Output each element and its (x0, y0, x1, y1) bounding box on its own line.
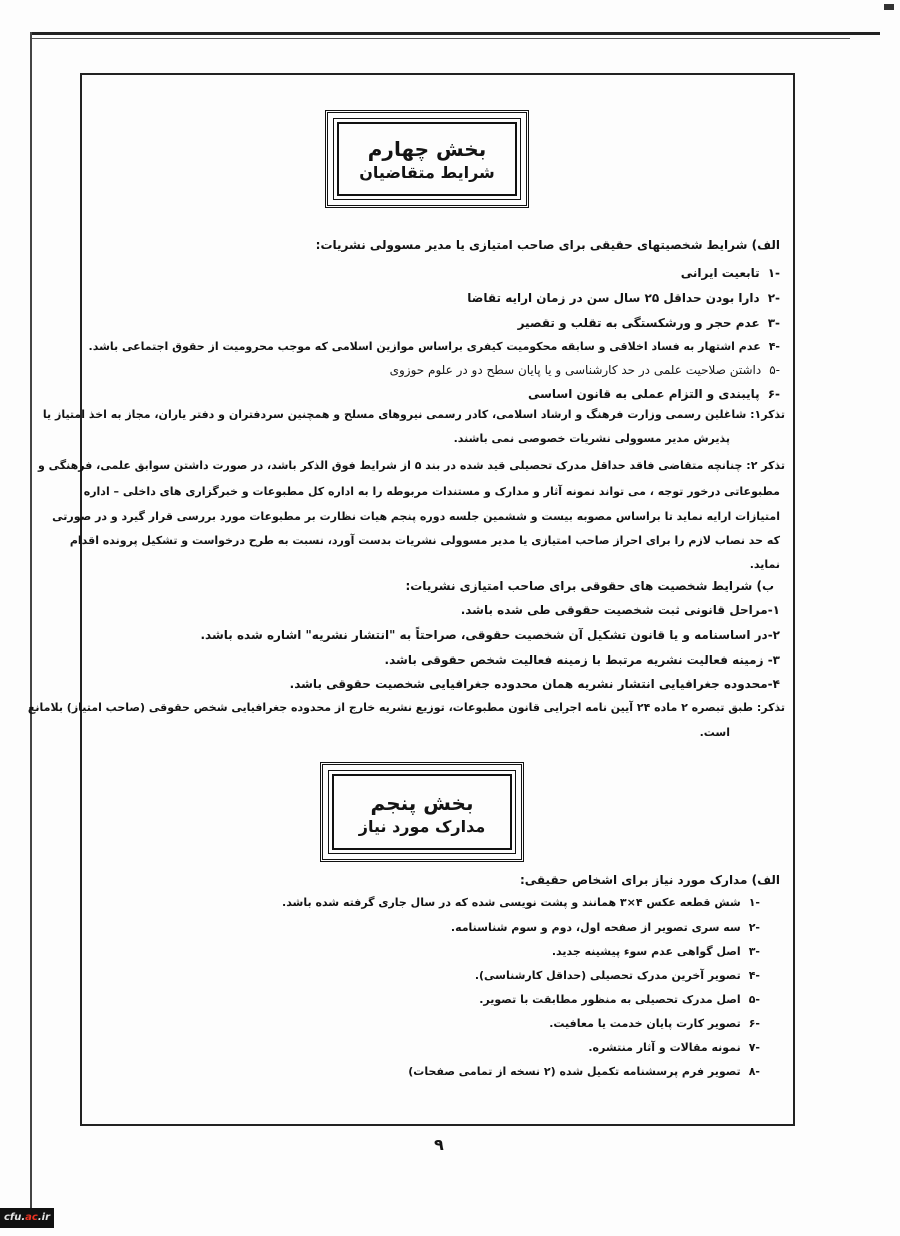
page-left-rule (30, 32, 32, 1212)
note-2-line: نماید. (749, 558, 780, 571)
note-3-line: تذکر: طبق تبصره ۲ ماده ۲۴ آیین نامه اجرایی قانون مطبوعات، توزیع نشریه خارج از محدوده جغرافیایی شخص حقوقی (صاحب امتیاز) بلامانع (27, 701, 785, 714)
note-3-line: است. (699, 726, 730, 739)
note-2-line: امتیازات ارایه نماید تا براساس مصوبه بیست و ششمین جلسه دوره پنجم هیات نظارت بر مطبوعات مورد بررسی قرار گیرد و در صورتی (52, 510, 780, 523)
corner-mark (884, 4, 894, 10)
list-item: -۱تابعیت ایرانی (680, 266, 780, 280)
watermark-logo: cfu.ac.ir (0, 1208, 54, 1228)
list-item: -۸تصویر فرم پرسشنامه تکمیل شده (۲ نسخه از تمامی صفحات) (408, 1065, 760, 1078)
list-item: ۱-مراحل قانونی ثبت شخصیت حقوقی طی شده باشد. (460, 603, 780, 617)
list-item: -۵داشتن صلاحیت علمی در حد کارشناسی و یا پایان سطح دو در علوم حوزوی (389, 363, 780, 377)
note-1-line: تذکر۱: شاغلین رسمی وزارت فرهنگ و ارشاد اسلامی، کادر رسمی نیروهای مسلح و همچنین سردفتران و دفتر یاران، مجاز به اخذ امتیاز یا (42, 408, 785, 421)
note-1-line: پذیرش مدیر مسوولی نشریات خصوصی نمی باشند. (453, 432, 730, 445)
list-item: -۳اصل گواهی عدم سوء پیشینه جدید. (551, 945, 760, 958)
section4-title: بخش چهارم (367, 137, 487, 161)
section5-subtitle: مدارک مورد نیاز (358, 817, 486, 836)
section4-b-heading: ب) شرایط شخصیت های حقوقی برای صاحب امتیازی نشریات: (405, 579, 774, 593)
list-item: -۱شش قطعه عکس ۴×۳ همانند و پشت نویسی شده که در سال جاری گرفته شده باشد. (282, 896, 760, 909)
list-item: -۲سه سری تصویر از صفحه اول، دوم و سوم شناسنامه. (450, 921, 760, 934)
list-item: -۶پایبندی و التزام عملی به قانون اساسی (527, 387, 780, 401)
list-item: -۷نمونه مقالات و آثار منتشره. (588, 1041, 760, 1054)
note-2-line: که حد نصاب لازم را برای احراز صاحب امتیازی یا مدیر مسوولی نشریات بدست آورد، نسبت به طرح درخواست و تشکیل پرونده اقدام (69, 534, 780, 547)
list-item: -۳عدم حجر و ورشکستگی به تقلب و تقصیر (517, 316, 780, 330)
section5-title: بخش پنجم (370, 791, 474, 815)
section5-title-box (320, 762, 524, 862)
list-item: ۲-در اساسنامه و یا قانون تشکیل آن شخصیت حقوقی، صراحتاً به "انتشار نشریه" اشاره شده باشد. (200, 628, 780, 642)
note-2-line: تذکر ۲: چنانچه متقاضی فاقد حداقل مدرک تحصیلی قید شده در بند ۵ از شرایط فوق الذکر باشد، در صورت داشتن سوابق علمی، فرهنگی و (37, 459, 785, 472)
section5-a-heading: الف) مدارک مورد نیاز برای اشخاص حقیقی: (519, 873, 780, 887)
section4-a-heading: الف) شرایط شخصیتهای حقیقی برای صاحب امتیازی یا مدیر مسوولی نشریات: (315, 238, 780, 252)
section4-subtitle: شرایط متقاضیان (359, 163, 495, 182)
page-top-rule (30, 32, 880, 35)
list-item: -۲دارا بودن حداقل ۲۵ سال سن در زمان ارایه تقاضا (467, 291, 780, 305)
list-item: -۴عدم اشتهار به فساد اخلاقی و سابقه محکومیت کیفری براساس موازین اسلامی که موجب محرومیت از حقوق اجتماعی باشد. (88, 340, 780, 353)
list-item: ۴-محدوده جغرافیایی انتشار نشریه همان محدوده جغرافیایی شخصیت حقوقی باشد. (289, 677, 780, 691)
list-item: -۵اصل مدرک تحصیلی به منظور مطابقت با تصویر. (479, 993, 760, 1006)
note-2-line: مطبوعاتی درخور توجه ، می تواند نمونه آثار و مدارک و مستندات مربوطه را به اداره کل مطبوعات و خبرگزاری های داخلی – اداره (83, 485, 780, 498)
list-item: -۶تصویر کارت پایان خدمت یا معافیت. (549, 1017, 760, 1030)
list-item: ۳- زمینه فعالیت نشریه مرتبط با زمینه فعالیت شخص حقوقی باشد. (384, 653, 780, 667)
page-top-rule-thin (30, 38, 850, 39)
page-number: ۹ (434, 1135, 444, 1154)
section4-title-box (325, 110, 529, 208)
list-item: -۴تصویر آخرین مدرک تحصیلی (حداقل کارشناسی). (474, 969, 760, 982)
